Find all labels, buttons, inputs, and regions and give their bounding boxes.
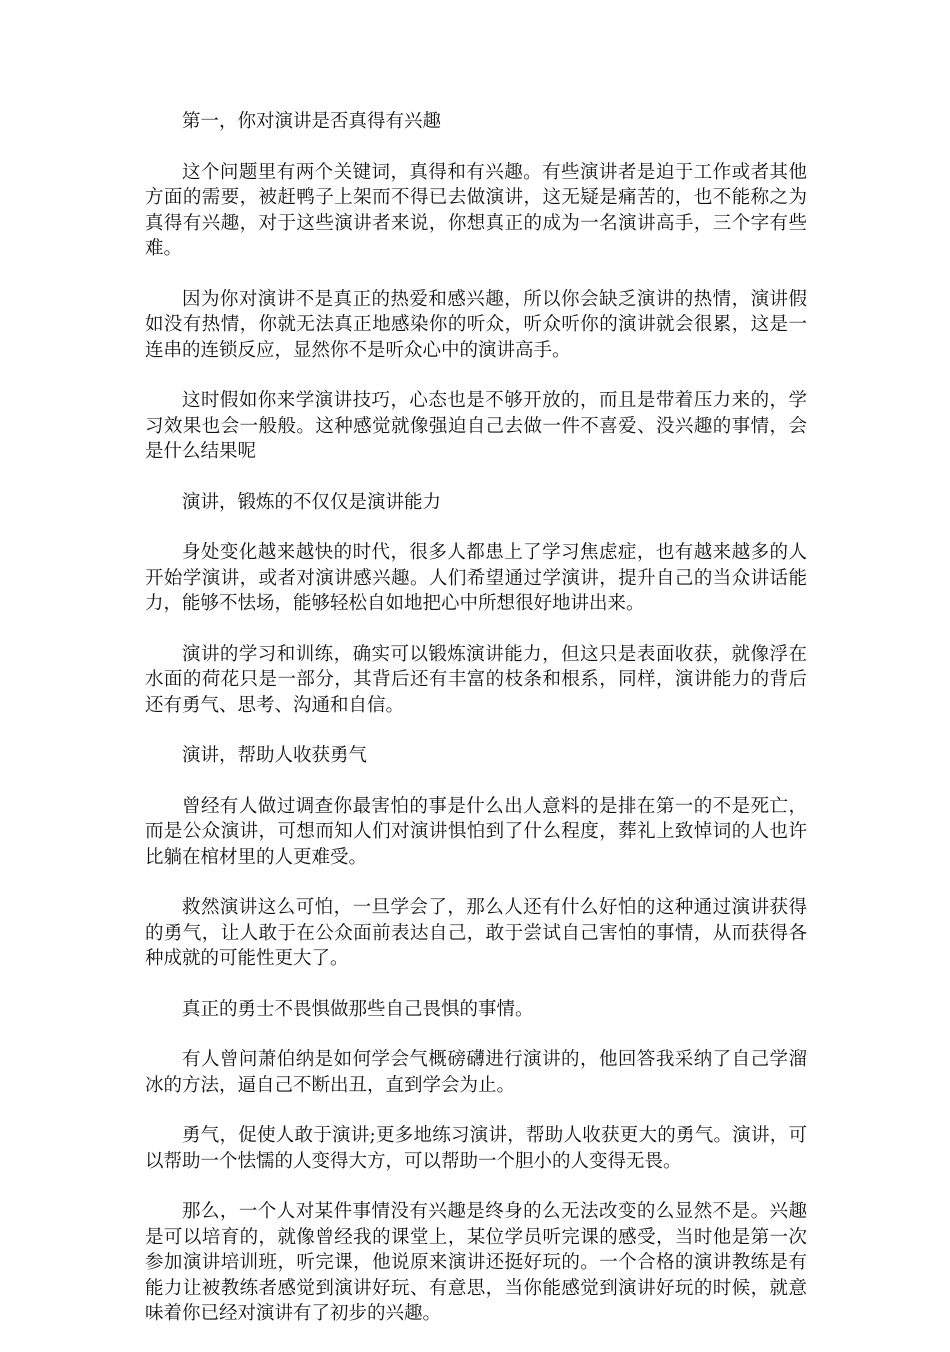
- body-paragraph: 曾经有人做过调查你最害怕的事是什么出人意料的是排在第一的不是死亡，而是公众演讲，可想而知人们对演讲惧怕到了什么程度，葬礼上致悼词的人也许比躺在棺材里的人更难受。: [145, 795, 807, 868]
- section-heading: 第一，你对演讲是否真得有兴趣: [182, 111, 442, 132]
- body-paragraph: 救然演讲这么可怕，一旦学会了，那么人还有什么好怕的这种通过演讲获得的勇气，让人敢于在公众面前表达自己，敢于尝试自己害怕的事情，从而获得各种成就的可能性更大了。: [145, 897, 807, 969]
- section-heading: 演讲，帮助人收获勇气: [182, 745, 368, 766]
- body-paragraph: 那么，一个人对某件事情没有兴趣是终身的么无法改变的么显然不是。兴趣是可以培育的，就像曾经我的课堂上，某位学员听完课的感受，当时他是第一次参加演讲培训班，听完课，他说原来演讲还挺好玩的。一个合格的演讲教练是有能力让被教练者感觉到演讲好玩、有意思，当你能感觉到演讲好玩的时候，就意味着你已经对演讲有了初步的兴趣。: [145, 1201, 807, 1324]
- section-heading: 演讲，锻炼的不仅仅是演讲能力: [182, 491, 442, 513]
- body-paragraph: 演讲的学习和训练，确实可以锻炼演讲能力，但这只是表面收获，就像浮在水面的荷花只是一部分，其背后还有丰富的枝条和根系，同样，演讲能力的背后还有勇气、思考、沟通和自信。: [145, 643, 807, 716]
- body-paragraph: 有人曾问萧伯纳是如何学会气概磅礴进行演讲的，他回答我采纳了自己学溜冰的方法，逼自己不断出丑，直到学会为止。: [145, 1049, 807, 1096]
- body-paragraph: 勇气，促使人敢于演讲;更多地练习演讲，帮助人收获更大的勇气。演讲，可以帮助一个怯懦的人变得大方，可以帮助一个胆小的人变得无畏。: [145, 1125, 807, 1172]
- body-paragraph: 真正的勇士不畏惧做那些自己畏惧的事情。: [182, 998, 534, 1020]
- body-paragraph: 这时假如你来学演讲技巧，心态也是不够开放的，而且是带着压力来的，学习效果也会一般般。这种感觉就像强迫自己去做一件不喜爱、没兴趣的事情，会是什么结果呢: [145, 390, 807, 462]
- body-paragraph: 身处变化越来越快的时代，很多人都患上了学习焦虑症，也有越来越多的人开始学演讲，或者对演讲感兴趣。人们希望通过学演讲，提升自己的当众讲话能力，能够不怯场，能够轻松自如地把心中所想很好地讲出来。: [145, 542, 807, 614]
- document-body: [145, 109, 807, 1352]
- body-paragraph: 这个问题里有两个关键词，真得和有兴趣。有些演讲者是迫于工作或者其他方面的需要，被赶鸭子上架而不得已去做演讲，这无疑是痛苦的，也不能称之为真得有兴趣，对于这些演讲者来说，你想真正的成为一名演讲高手，三个字有些难。: [145, 161, 807, 259]
- body-paragraph: 因为你对演讲不是真正的热爱和感兴趣，所以你会缺乏演讲的热情，演讲假如没有热情，你就无法真正地感染你的听众，听众听你的演讲就会很累，这是一连串的连锁反应，显然你不是听众心中的演讲高手。: [145, 288, 807, 361]
